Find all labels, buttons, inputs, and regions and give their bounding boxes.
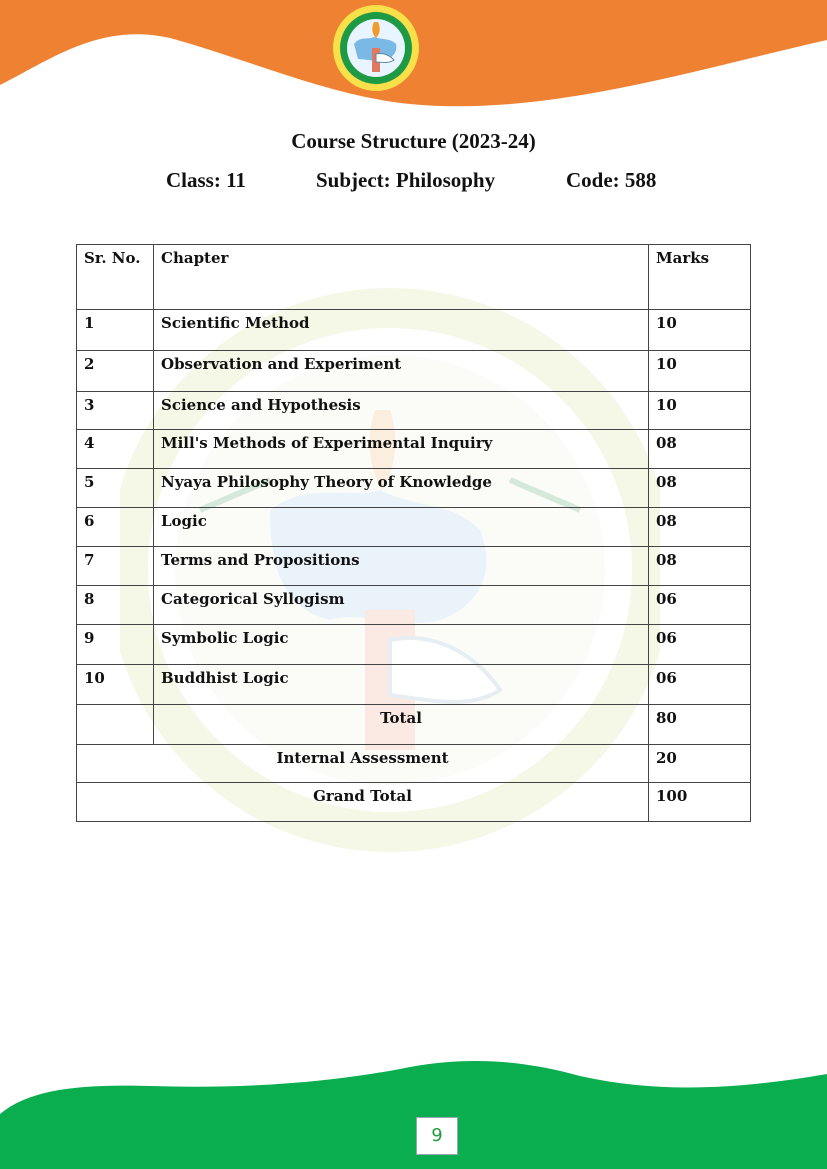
board-emblem-icon [332, 4, 420, 92]
table-header-row [77, 245, 751, 310]
row-chapter: Symbolic Logic [154, 625, 649, 665]
row-chapter: Scientific Method [154, 310, 649, 351]
row-marks: 10 [649, 392, 751, 430]
row-chapter: Observation and Experiment [154, 351, 649, 392]
bottom-band-shape [0, 1061, 827, 1169]
row-sr: 5 [77, 469, 154, 508]
total-row [77, 705, 751, 745]
internal-assessment-label: Internal Assessment [77, 745, 649, 783]
row-marks: 06 [649, 665, 751, 705]
table-row [77, 310, 751, 351]
page-number: 9 [416, 1117, 458, 1155]
row-sr: 2 [77, 351, 154, 392]
row-marks: 08 [649, 430, 751, 469]
page-title: Course Structure (2023-24) [291, 129, 536, 153]
subject-label: Subject: Philosophy [316, 168, 496, 192]
table-row [77, 351, 751, 392]
grand-total-marks: 100 [649, 783, 751, 822]
header-sr-no: Sr. No. [77, 245, 154, 310]
row-marks: 06 [649, 625, 751, 665]
row-sr: 8 [77, 586, 154, 625]
row-chapter: Buddhist Logic [154, 665, 649, 705]
table-row [77, 469, 751, 508]
row-chapter: Nyaya Philosophy Theory of Knowledge [154, 469, 649, 508]
code-label: Code: 588 [566, 168, 657, 192]
total-marks: 80 [649, 705, 751, 745]
table-row [77, 508, 751, 547]
row-chapter: Terms and Propositions [154, 547, 649, 586]
row-marks: 08 [649, 508, 751, 547]
grand-total-label: Grand Total [77, 783, 649, 822]
row-sr: 1 [77, 310, 154, 351]
header-chapter: Chapter [154, 245, 649, 310]
row-sr: 9 [77, 625, 154, 665]
row-sr: 4 [77, 430, 154, 469]
table-row [77, 665, 751, 705]
total-label: Total [154, 705, 649, 745]
table-row [77, 547, 751, 586]
row-marks: 08 [649, 469, 751, 508]
table-row [77, 392, 751, 430]
row-marks: 08 [649, 547, 751, 586]
internal-assessment-marks: 20 [649, 745, 751, 783]
bottom-green-band [0, 1054, 827, 1169]
table-row [77, 430, 751, 469]
row-chapter: Mill's Methods of Experimental Inquiry [154, 430, 649, 469]
row-sr: 3 [77, 392, 154, 430]
grand-total-row [77, 783, 751, 822]
table-row [77, 586, 751, 625]
internal-assessment-row [77, 745, 751, 783]
row-sr: 6 [77, 508, 154, 547]
total-empty-cell [77, 705, 154, 745]
course-structure-table [76, 244, 751, 822]
row-chapter: Science and Hypothesis [154, 392, 649, 430]
table-row [77, 625, 751, 665]
row-marks: 10 [649, 351, 751, 392]
header-marks: Marks [649, 245, 751, 310]
row-chapter: Logic [154, 508, 649, 547]
row-sr: 10 [77, 665, 154, 705]
class-label: Class: 11 [166, 168, 246, 192]
row-sr: 7 [77, 547, 154, 586]
row-marks: 10 [649, 310, 751, 351]
row-chapter: Categorical Syllogism [154, 586, 649, 625]
row-marks: 06 [649, 586, 751, 625]
